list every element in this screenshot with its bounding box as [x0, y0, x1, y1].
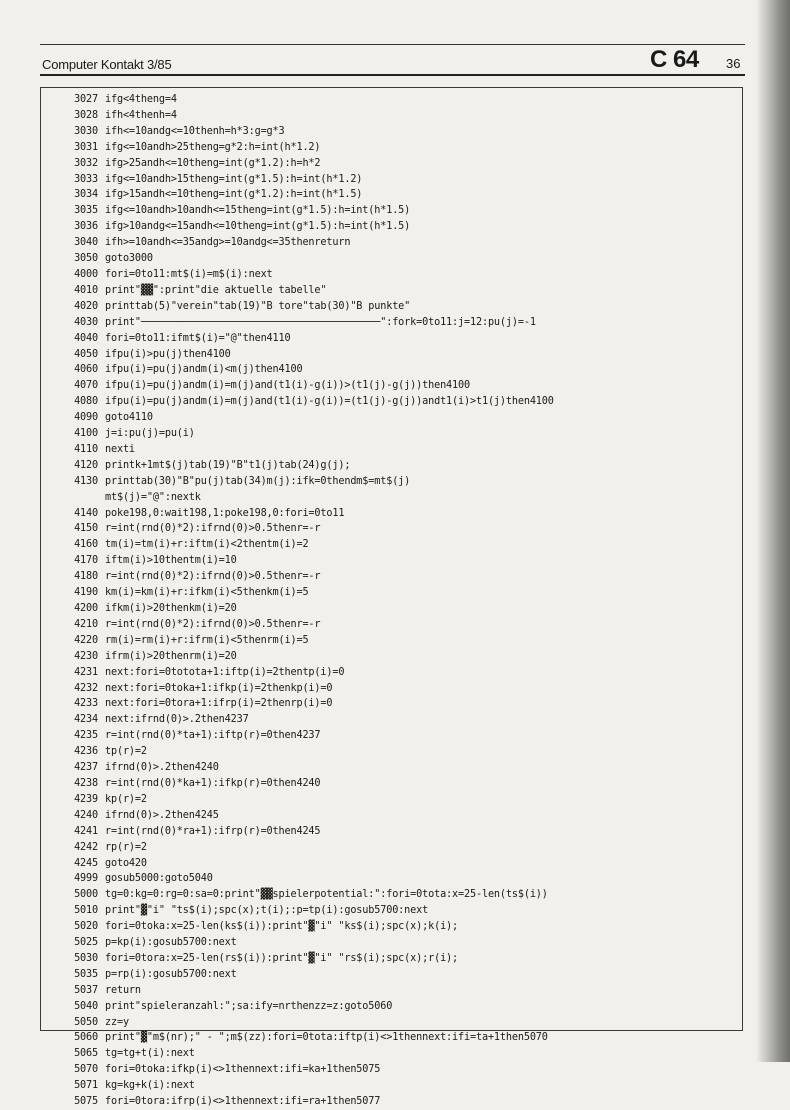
line-number: 5050: [74, 1016, 98, 1028]
line-number: 3034: [74, 189, 98, 201]
line-code: fori=0tora:ifrp(i)<>1thennext:ifi=ra+1then5077: [105, 1096, 381, 1108]
line-code: kp(r)=2: [105, 793, 147, 805]
line-number: 5000: [74, 889, 98, 901]
line-number: 4160: [74, 539, 98, 551]
listing-line: [56, 553, 746, 569]
line-number: 4140: [74, 507, 98, 519]
listing-line: [56, 585, 746, 601]
platform-label: C 64: [650, 46, 699, 73]
listing-line: [56, 283, 746, 299]
line-number: 5020: [74, 921, 98, 933]
line-code: next:fori=0totota+1:iftp(i)=2thentp(i)=0: [105, 666, 345, 678]
listing-line: [56, 617, 746, 633]
line-number: 5075: [74, 1096, 98, 1108]
line-code: ifh<4thenh=4: [105, 109, 177, 121]
listing-line: [56, 251, 746, 267]
line-code: gosub5000:goto5040: [105, 873, 213, 885]
line-code: print"────────────────────────────────────────":fork=0to11:j=12:pu(j)=-1: [105, 316, 536, 328]
listing-line: [56, 187, 746, 203]
line-number: 4080: [74, 396, 98, 408]
line-code: ifpu(i)=pu(j)andm(i)=m(j)and(t1(i)-g(i))=(t1(j)-g(j))andt1(i)>t1(j)then4100: [105, 396, 554, 408]
listing-line: [56, 140, 746, 156]
line-code: fori=0toka:x=25-len(ks$(i)):print"▓"i" "ks$(i);spc(x);k(i);: [105, 921, 459, 933]
listing-line: [56, 203, 746, 219]
listing-line: [56, 999, 746, 1015]
line-code: ifg>25andh<=10theng=int(g*1.2):h=h*2: [105, 157, 321, 169]
header-rule: [40, 74, 745, 76]
line-number: 4241: [74, 825, 98, 837]
listing-line: [56, 490, 746, 506]
line-code: fori=0to11:mt$(i)=m$(i):next: [105, 268, 273, 280]
line-number: 5040: [74, 1000, 98, 1012]
line-number: 4090: [74, 412, 98, 424]
line-number: 4040: [74, 332, 98, 344]
line-number: 4000: [74, 268, 98, 280]
listing-line: [56, 458, 746, 474]
line-number: 3033: [74, 173, 98, 185]
listing-line: [56, 1078, 746, 1094]
line-number: 4230: [74, 650, 98, 662]
line-number: 3036: [74, 221, 98, 233]
listing-line: [56, 521, 746, 537]
line-code: ifpu(i)>pu(j)then4100: [105, 348, 231, 360]
listing-line: [56, 776, 746, 792]
line-code: ifrnd(0)>.2then4240: [105, 762, 219, 774]
listing-line: [56, 967, 746, 983]
listing-line: [56, 681, 746, 697]
line-number: 3050: [74, 253, 98, 265]
line-code: kg=kg+k(i):next: [105, 1080, 195, 1092]
listing-line: [56, 156, 746, 172]
line-code: km(i)=km(i)+r:ifkm(i)<5thenkm(i)=5: [105, 587, 309, 599]
line-number: 4010: [74, 284, 98, 296]
line-number: 4239: [74, 793, 98, 805]
line-code: tm(i)=tm(i)+r:iftm(i)<2thentm(i)=2: [105, 539, 309, 551]
line-number: 4120: [74, 459, 98, 471]
line-number: 4238: [74, 777, 98, 789]
page-edge-shadow: [756, 0, 790, 1062]
listing-line: [56, 1046, 746, 1062]
line-code: ifg>10andg<=15andh<=10theng=int(g*1.5):h=int(h*1.5): [105, 221, 411, 233]
line-number: 4234: [74, 714, 98, 726]
listing-line: [56, 474, 746, 490]
line-number: 4150: [74, 523, 98, 535]
line-number: 4170: [74, 555, 98, 567]
listing-line: [56, 124, 746, 140]
line-code: r=int(rnd(0)*2):ifrnd(0)>0.5thenr=-r: [105, 523, 321, 535]
line-code: r=int(rnd(0)*ta+1):iftp(r)=0then4237: [105, 730, 321, 742]
listing-line: [56, 649, 746, 665]
line-code: ifg<=10andh>15theng=int(g*1.5):h=int(h*1.2): [105, 173, 363, 185]
listing-line: [56, 696, 746, 712]
line-code: mt$(j)="@":nextk: [105, 491, 201, 503]
listing-line: [56, 331, 746, 347]
listing-line: [56, 951, 746, 967]
line-code: r=int(rnd(0)*ra+1):ifrp(r)=0then4245: [105, 825, 321, 837]
listing-line: [56, 362, 746, 378]
line-number: 4231: [74, 666, 98, 678]
line-code: printtab(5)"verein"tab(19)"B tore"tab(30)"B punkte": [105, 300, 411, 312]
line-code: ifg<=10andh>10andh<=15theng=int(g*1.5):h=int(h*1.5): [105, 205, 411, 217]
line-code: next:ifrnd(0)>.2then4237: [105, 714, 249, 726]
listing-line: [56, 665, 746, 681]
line-code: p=rp(i):gosub5700:next: [105, 968, 237, 980]
line-code: goto3000: [105, 253, 153, 265]
line-code: print"▓"i" "ts$(i);spc(x);t(i);:p=tp(i):gosub5700:next: [105, 905, 429, 917]
line-number: 3040: [74, 237, 98, 249]
line-code: poke198,0:wait198,1:poke198,0:fori=0to11: [105, 507, 345, 519]
line-code: fori=0tora:x=25-len(rs$(i)):print"▓"i" "rs$(i);spc(x);r(i);: [105, 952, 459, 964]
line-number: 4020: [74, 300, 98, 312]
line-code: ifrm(i)>20thenrm(i)=20: [105, 650, 237, 662]
listing-line: [56, 442, 746, 458]
line-code: ifg<4theng=4: [105, 94, 177, 105]
line-code: iftm(i)>10thentm(i)=10: [105, 555, 237, 567]
listing-line: [56, 299, 746, 315]
line-number: 4240: [74, 809, 98, 821]
line-code: ifpu(i)=pu(j)andm(i)=m(j)and(t1(i)-g(i))>(t1(j)-g(j))then4100: [105, 380, 470, 392]
line-number: 4060: [74, 364, 98, 376]
line-code: goto4110: [105, 412, 153, 424]
listing-line: [56, 235, 746, 251]
line-code: next:fori=0tora+1:ifrp(i)=2thenrp(i)=0: [105, 698, 333, 710]
line-code: return: [105, 984, 141, 996]
listing-line: [56, 1094, 746, 1110]
line-code: r=int(rnd(0)*2):ifrnd(0)>0.5thenr=-r: [105, 618, 321, 630]
page-number: 36: [726, 56, 741, 71]
listing-line: [56, 808, 746, 824]
listing-line: [56, 728, 746, 744]
listing-line: [56, 394, 746, 410]
listing-line: [56, 267, 746, 283]
listing-line: [56, 760, 746, 776]
line-code: tg=tg+t(i):next: [105, 1048, 195, 1060]
basic-listing: [56, 92, 746, 1110]
line-code: tg=0:kg=0:rg=0:sa=0:print"▓▓spielerpotential:":fori=0tota:x=25-len(ts$(i)): [105, 889, 548, 901]
listing-line: [56, 1030, 746, 1046]
listing-line: [56, 840, 746, 856]
line-number: 4050: [74, 348, 98, 360]
listing-line: [56, 569, 746, 585]
top-rule: [40, 44, 745, 45]
listing-line: [56, 506, 746, 522]
line-code: ifrnd(0)>.2then4245: [105, 809, 219, 821]
listing-line: [56, 1015, 746, 1031]
listing-line: [56, 744, 746, 760]
listing-line: [56, 935, 746, 951]
listing-line: [56, 824, 746, 840]
line-number: 5071: [74, 1080, 98, 1092]
line-number: 5065: [74, 1048, 98, 1060]
line-number: 3032: [74, 157, 98, 169]
line-code: next:fori=0toka+1:ifkp(i)=2thenkp(i)=0: [105, 682, 333, 694]
line-code: nexti: [105, 443, 135, 455]
line-code: goto420: [105, 857, 147, 869]
listing-line: [56, 92, 746, 108]
line-code: ifh<=10andg<=10thenh=h*3:g=g*3: [105, 125, 285, 137]
listing-line: [56, 712, 746, 728]
line-number: 5070: [74, 1064, 98, 1076]
line-code: print"spieleranzahl:";sa:ify=nrthenzz=z:goto5060: [105, 1000, 393, 1012]
line-number: 4070: [74, 380, 98, 392]
line-number: 5035: [74, 968, 98, 980]
line-number: 4233: [74, 698, 98, 710]
line-number: 3027: [74, 94, 98, 105]
listing-line: [56, 426, 746, 442]
line-code: print"▓"m$(nr);" - ";m$(zz):fori=0tota:iftp(i)<>1thennext:ifi=ta+1then5070: [105, 1032, 548, 1044]
line-number: 3035: [74, 205, 98, 217]
line-number: 4200: [74, 603, 98, 614]
line-code: j=i:pu(j)=pu(i): [105, 428, 195, 440]
line-code: ifh>=10andh<=35andg>=10andg<=35thenreturn: [105, 237, 351, 249]
line-number: 5060: [74, 1032, 98, 1044]
listing-line: [56, 887, 746, 903]
listing-line: [56, 315, 746, 331]
magazine-title: Computer Kontakt 3/85: [42, 57, 172, 72]
line-code: fori=0toka:ifkp(i)<>1thennext:ifi=ka+1then5075: [105, 1064, 381, 1076]
listing-line: [56, 792, 746, 808]
line-number: 4210: [74, 618, 98, 630]
line-code: printtab(30)"B"pu(j)tab(34)m(j):ifk=0thendm$=mt$(j): [105, 475, 411, 487]
listing-line: [56, 410, 746, 426]
listing-line: [56, 919, 746, 935]
line-code: printk+1mt$(j)tab(19)"B"t1(j)tab(24)g(j);: [105, 459, 351, 471]
listing-line: [56, 983, 746, 999]
listing-line: [56, 856, 746, 872]
line-code: ifkm(i)>20thenkm(i)=20: [105, 603, 237, 614]
listing-line: [56, 378, 746, 394]
listing-line: [56, 172, 746, 188]
listing-line: [56, 219, 746, 235]
line-number: 4232: [74, 682, 98, 694]
line-number: 3030: [74, 125, 98, 137]
line-number: 4180: [74, 571, 98, 583]
line-number: 4030: [74, 316, 98, 328]
line-code: print"▓▓":print"die aktuelle tabelle": [105, 284, 327, 296]
line-number: 4220: [74, 634, 98, 646]
listing-line: [56, 871, 746, 887]
line-code: ifg>15andh<=10theng=int(g*1.2):h=int(h*1.5): [105, 189, 363, 201]
line-number: 4190: [74, 587, 98, 599]
line-number: 3031: [74, 141, 98, 153]
listing-line: [56, 601, 746, 617]
listing-line: [56, 633, 746, 649]
listing-line: [56, 108, 746, 124]
line-number: 5030: [74, 952, 98, 964]
line-number: 3028: [74, 109, 98, 121]
line-number: 4100: [74, 428, 98, 440]
line-number: 4237: [74, 762, 98, 774]
line-code: zz=y: [105, 1016, 129, 1028]
line-number: 4245: [74, 857, 98, 869]
line-number: 4235: [74, 730, 98, 742]
line-number: 4236: [74, 746, 98, 758]
line-number: 4999: [74, 873, 98, 885]
line-code: rp(r)=2: [105, 841, 147, 853]
listing-line: [56, 537, 746, 553]
line-code: fori=0to11:ifmt$(i)="@"then4110: [105, 332, 291, 344]
line-number: 5010: [74, 905, 98, 917]
line-code: p=kp(i):gosub5700:next: [105, 937, 237, 949]
line-code: r=int(rnd(0)*2):ifrnd(0)>0.5thenr=-r: [105, 571, 321, 583]
line-code: ifpu(i)=pu(j)andm(i)<m(j)then4100: [105, 364, 303, 376]
listing-line: [56, 347, 746, 363]
line-number: 4130: [74, 475, 98, 487]
line-code: ifg<=10andh>25theng=g*2:h=int(h*1.2): [105, 141, 321, 153]
line-number: 4110: [74, 443, 98, 455]
line-number: 5037: [74, 984, 98, 996]
line-number: 5025: [74, 937, 98, 949]
line-code: rm(i)=rm(i)+r:ifrm(i)<5thenrm(i)=5: [105, 634, 309, 646]
listing-line: [56, 1062, 746, 1078]
line-code: r=int(rnd(0)*ka+1):ifkp(r)=0then4240: [105, 777, 321, 789]
line-number: 4242: [74, 841, 98, 853]
listing-line: [56, 903, 746, 919]
line-code: tp(r)=2: [105, 746, 147, 758]
